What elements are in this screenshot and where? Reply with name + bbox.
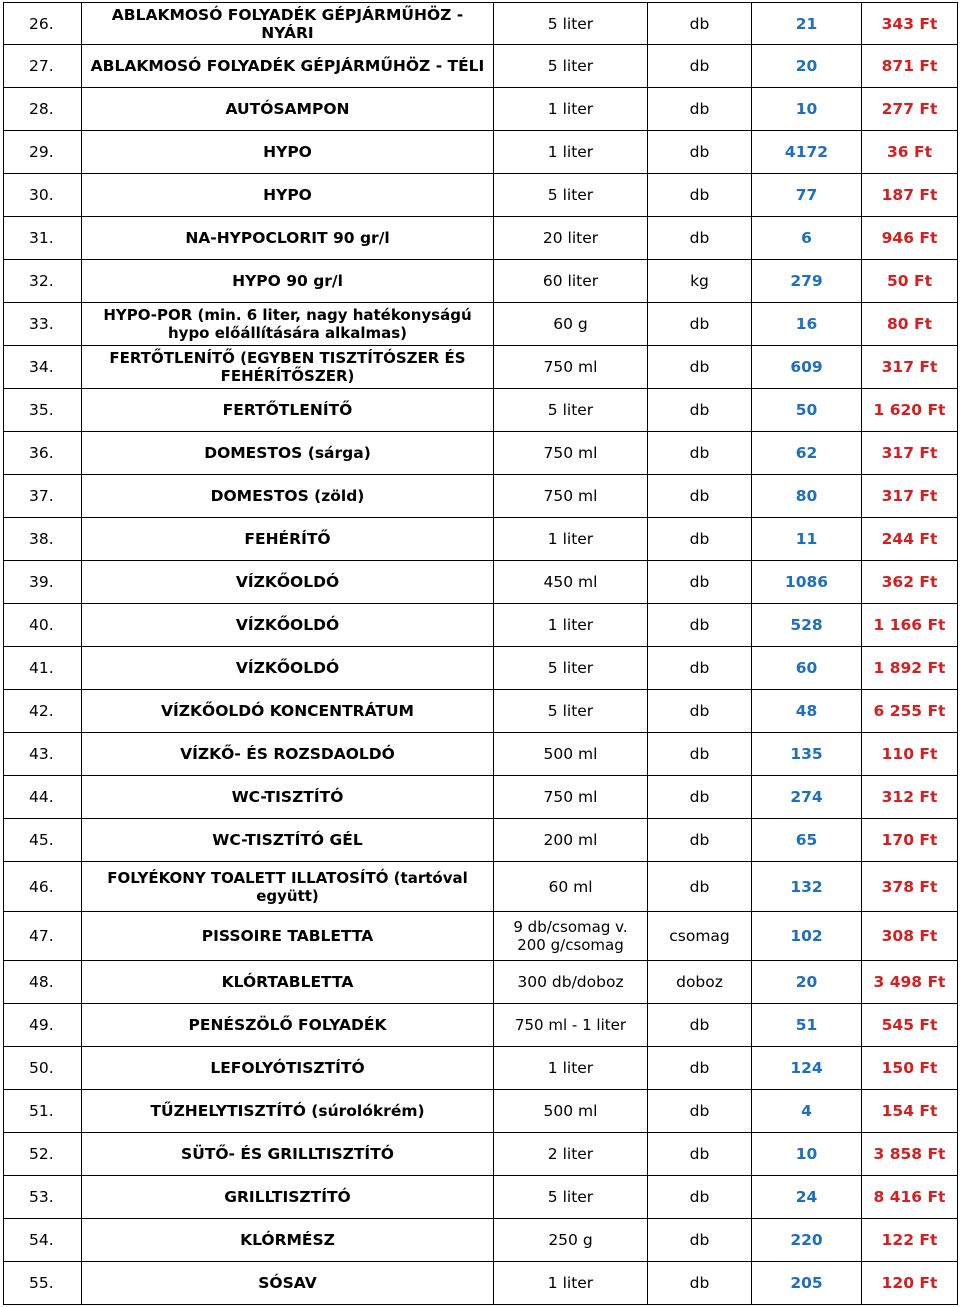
package-size: 2 liter [494,1133,648,1176]
quantity: 10 [752,1133,862,1176]
row-number: 27. [4,45,82,88]
unit: db [648,819,752,862]
quantity: 135 [752,733,862,776]
quantity: 205 [752,1262,862,1305]
unit: db [648,647,752,690]
table-row [4,88,958,131]
table-row [4,518,958,561]
product-name: VÍZKŐ- ÉS ROZSDAOLDÓ [82,733,494,776]
package-size: 5 liter [494,690,648,733]
unit: db [648,1047,752,1090]
table-row [4,1090,958,1133]
unit-price: 50 Ft [862,260,958,303]
table-row [4,561,958,604]
product-name: HYPO [82,174,494,217]
package-size: 20 liter [494,217,648,260]
unit: kg [648,260,752,303]
package-size: 1 liter [494,88,648,131]
quantity: 4172 [752,131,862,174]
product-name: ABLAKMOSÓ FOLYADÉK GÉPJÁRMŰHÖZ - TÉLI [82,45,494,88]
unit: db [648,1219,752,1262]
table-row [4,174,958,217]
row-number: 41. [4,647,82,690]
package-size: 60 ml [494,862,648,912]
package-size: 750 ml [494,432,648,475]
quantity: 24 [752,1176,862,1219]
quantity: 102 [752,912,862,961]
product-price-table [3,2,958,1305]
quantity: 80 [752,475,862,518]
unit: db [648,174,752,217]
package-size: 450 ml [494,561,648,604]
product-name: PENÉSZÖLŐ FOLYADÉK [82,1004,494,1047]
unit: db [648,1004,752,1047]
quantity: 60 [752,647,862,690]
row-number: 28. [4,88,82,131]
package-size: 9 db/csomag v. 200 g/csomag [494,912,648,961]
unit: db [648,733,752,776]
unit-price: 122 Ft [862,1219,958,1262]
table-row [4,346,958,389]
unit-price: 244 Ft [862,518,958,561]
package-size: 250 g [494,1219,648,1262]
unit: db [648,561,752,604]
table-row [4,733,958,776]
product-name: DOMESTOS (sárga) [82,432,494,475]
unit-price: 1 620 Ft [862,389,958,432]
row-number: 39. [4,561,82,604]
product-name: WC-TISZTÍTÓ GÉL [82,819,494,862]
row-number: 38. [4,518,82,561]
unit-price: 80 Ft [862,303,958,346]
unit-price: 277 Ft [862,88,958,131]
row-number: 36. [4,432,82,475]
package-size: 1 liter [494,518,648,561]
product-name: TŰZHELYTISZTÍTÓ (súrolókrém) [82,1090,494,1133]
package-size: 500 ml [494,1090,648,1133]
row-number: 46. [4,862,82,912]
package-size: 5 liter [494,45,648,88]
row-number: 48. [4,961,82,1004]
table-row [4,3,958,45]
row-number: 43. [4,733,82,776]
unit-price: 317 Ft [862,346,958,389]
unit-price: 317 Ft [862,475,958,518]
unit-price: 110 Ft [862,733,958,776]
unit: db [648,217,752,260]
quantity: 65 [752,819,862,862]
unit: db [648,88,752,131]
table-row [4,1133,958,1176]
quantity: 11 [752,518,862,561]
quantity: 6 [752,217,862,260]
product-name: WC-TISZTÍTÓ [82,776,494,819]
product-name: HYPO-POR (min. 6 liter, nagy hatékonyságú hypo előállítására alkalmas) [82,303,494,346]
unit-price: 871 Ft [862,45,958,88]
unit-price: 150 Ft [862,1047,958,1090]
quantity: 16 [752,303,862,346]
unit-price: 36 Ft [862,131,958,174]
unit-price: 362 Ft [862,561,958,604]
row-number: 50. [4,1047,82,1090]
row-number: 47. [4,912,82,961]
table-row [4,1262,958,1305]
package-size: 750 ml - 1 liter [494,1004,648,1047]
quantity: 48 [752,690,862,733]
package-size: 200 ml [494,819,648,862]
package-size: 5 liter [494,3,648,45]
unit-price: 170 Ft [862,819,958,862]
table-row [4,45,958,88]
row-number: 26. [4,3,82,45]
unit: db [648,475,752,518]
package-size: 1 liter [494,131,648,174]
package-size: 750 ml [494,346,648,389]
table-body [4,3,958,1305]
unit-price: 946 Ft [862,217,958,260]
product-name: ABLAKMOSÓ FOLYADÉK GÉPJÁRMŰHÖZ - NYÁRI [82,3,494,45]
unit-price: 1 166 Ft [862,604,958,647]
product-name: VÍZKŐOLDÓ [82,647,494,690]
table-row [4,217,958,260]
row-number: 32. [4,260,82,303]
product-name: VÍZKŐOLDÓ [82,604,494,647]
row-number: 29. [4,131,82,174]
table-row [4,1219,958,1262]
table-row [4,819,958,862]
product-name: VÍZKŐOLDÓ [82,561,494,604]
unit: db [648,1090,752,1133]
quantity: 1086 [752,561,862,604]
unit: db [648,432,752,475]
product-name: PISSOIRE TABLETTA [82,912,494,961]
row-number: 31. [4,217,82,260]
package-size: 500 ml [494,733,648,776]
unit-price: 343 Ft [862,3,958,45]
quantity: 132 [752,862,862,912]
unit: db [648,518,752,561]
package-size: 5 liter [494,174,648,217]
row-number: 37. [4,475,82,518]
row-number: 55. [4,1262,82,1305]
package-size: 5 liter [494,389,648,432]
table-row [4,604,958,647]
quantity: 10 [752,88,862,131]
table-row [4,776,958,819]
row-number: 42. [4,690,82,733]
product-name: HYPO [82,131,494,174]
package-size: 60 g [494,303,648,346]
table-row [4,260,958,303]
table-row [4,1047,958,1090]
row-number: 34. [4,346,82,389]
quantity: 528 [752,604,862,647]
table-row [4,961,958,1004]
unit-price: 120 Ft [862,1262,958,1305]
product-name: FERTŐTLENÍTŐ [82,389,494,432]
unit-price: 312 Ft [862,776,958,819]
row-number: 52. [4,1133,82,1176]
table-row [4,131,958,174]
product-name: SÓSAV [82,1262,494,1305]
product-name: KLÓRTABLETTA [82,961,494,1004]
unit-price: 154 Ft [862,1090,958,1133]
package-size: 5 liter [494,1176,648,1219]
unit: db [648,604,752,647]
package-size: 1 liter [494,604,648,647]
package-size: 1 liter [494,1262,648,1305]
quantity: 609 [752,346,862,389]
product-name: DOMESTOS (zöld) [82,475,494,518]
quantity: 77 [752,174,862,217]
unit-price: 3 858 Ft [862,1133,958,1176]
row-number: 53. [4,1176,82,1219]
unit: db [648,1262,752,1305]
unit: db [648,45,752,88]
quantity: 50 [752,389,862,432]
product-name: HYPO 90 gr/l [82,260,494,303]
row-number: 35. [4,389,82,432]
unit: db [648,1133,752,1176]
unit-price: 187 Ft [862,174,958,217]
package-size: 750 ml [494,475,648,518]
row-number: 40. [4,604,82,647]
quantity: 62 [752,432,862,475]
unit-price: 378 Ft [862,862,958,912]
unit: db [648,862,752,912]
unit-price: 8 416 Ft [862,1176,958,1219]
product-name: AUTÓSAMPON [82,88,494,131]
unit: doboz [648,961,752,1004]
table-row [4,389,958,432]
package-size: 750 ml [494,776,648,819]
unit: db [648,346,752,389]
unit-price: 6 255 Ft [862,690,958,733]
table-row [4,432,958,475]
table-row [4,862,958,912]
table-row [4,690,958,733]
quantity: 51 [752,1004,862,1047]
table-row [4,647,958,690]
table-row [4,475,958,518]
product-name: FERTŐTLENÍTŐ (EGYBEN TISZTÍTÓSZER ÉS FEHÉRÍTŐSZER) [82,346,494,389]
quantity: 4 [752,1090,862,1133]
row-number: 45. [4,819,82,862]
table-row [4,303,958,346]
unit: db [648,690,752,733]
quantity: 279 [752,260,862,303]
row-number: 51. [4,1090,82,1133]
product-name: VÍZKŐOLDÓ KONCENTRÁTUM [82,690,494,733]
unit: csomag [648,912,752,961]
package-size: 300 db/doboz [494,961,648,1004]
unit-price: 3 498 Ft [862,961,958,1004]
quantity: 21 [752,3,862,45]
unit: db [648,131,752,174]
row-number: 44. [4,776,82,819]
unit: db [648,776,752,819]
package-size: 60 liter [494,260,648,303]
table-row [4,1176,958,1219]
quantity: 20 [752,45,862,88]
table-row [4,1004,958,1047]
unit: db [648,389,752,432]
unit-price: 545 Ft [862,1004,958,1047]
product-name: FEHÉRÍTŐ [82,518,494,561]
product-name: FOLYÉKONY TOALETT ILLATOSÍTÓ (tartóval együtt) [82,862,494,912]
unit: db [648,1176,752,1219]
package-size: 1 liter [494,1047,648,1090]
product-name: SÜTŐ- ÉS GRILLTISZTÍTÓ [82,1133,494,1176]
product-name: NA-HYPOCLORIT 90 gr/l [82,217,494,260]
product-name: KLÓRMÉSZ [82,1219,494,1262]
product-name: GRILLTISZTÍTÓ [82,1176,494,1219]
quantity: 20 [752,961,862,1004]
table-row [4,912,958,961]
row-number: 49. [4,1004,82,1047]
product-name: LEFOLYÓTISZTÍTÓ [82,1047,494,1090]
quantity: 124 [752,1047,862,1090]
unit: db [648,303,752,346]
row-number: 33. [4,303,82,346]
package-size: 5 liter [494,647,648,690]
unit-price: 1 892 Ft [862,647,958,690]
unit: db [648,3,752,45]
quantity: 274 [752,776,862,819]
quantity: 220 [752,1219,862,1262]
unit-price: 317 Ft [862,432,958,475]
row-number: 54. [4,1219,82,1262]
unit-price: 308 Ft [862,912,958,961]
row-number: 30. [4,174,82,217]
